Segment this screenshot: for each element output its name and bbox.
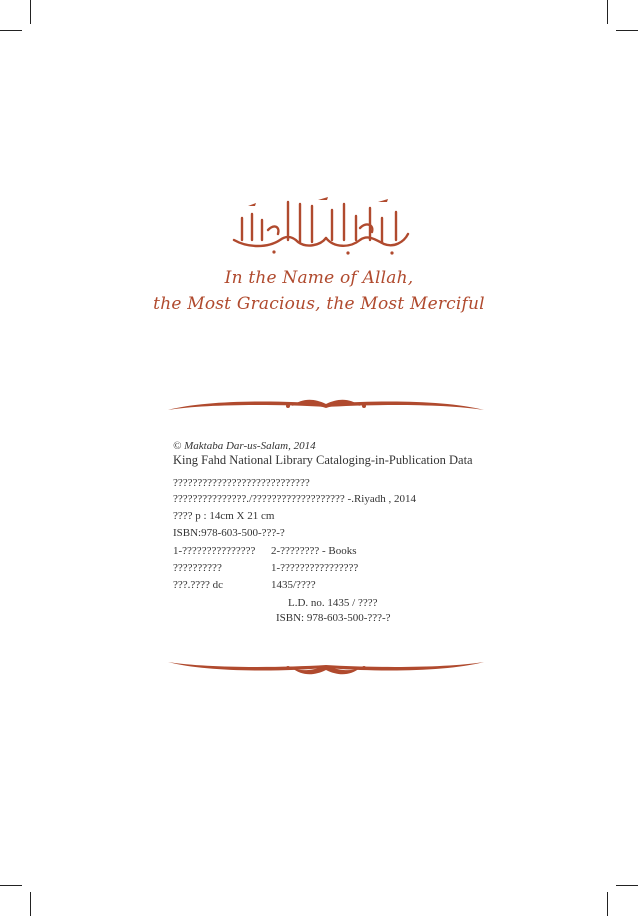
cip-heading: King Fahd National Library Cataloging-in-Publication Data	[173, 453, 473, 467]
crop-mark	[607, 0, 608, 24]
cip-line: ISBN:978-603-500-???-?	[173, 527, 285, 539]
cip-line: ????????????????????????????	[173, 477, 310, 489]
cip-line: 1435/????	[271, 579, 316, 591]
crop-mark	[616, 885, 638, 886]
divider-ornament	[166, 396, 486, 420]
cip-line: 1-???????????????	[173, 545, 256, 557]
divider-ornament	[166, 654, 486, 678]
crop-mark	[616, 30, 638, 31]
title-line-2: the Most Gracious, the Most Merciful	[153, 294, 485, 314]
cip-line: 1-????????????????	[271, 562, 359, 574]
legal-deposit-number: L.D. no. 1435 / ????	[288, 597, 378, 609]
cip-line: 2-???????? - Books	[271, 545, 357, 557]
bismillah-calligraphy	[228, 196, 412, 258]
isbn-line: ISBN: 978-603-500-???-?	[276, 612, 391, 624]
copyright-line: © Maktaba Dar-us-Salam, 2014	[173, 440, 316, 452]
crop-mark	[0, 885, 22, 886]
crop-mark	[30, 892, 31, 916]
crop-mark	[30, 0, 31, 24]
cip-line: ??????????	[173, 562, 222, 574]
cip-line: ???????????????./??????????????????? -.Riyadh , 2014	[173, 493, 416, 505]
cip-line: ???? p : 14cm X 21 cm	[173, 510, 275, 522]
crop-mark	[607, 892, 608, 916]
title-line-1: In the Name of Allah,	[224, 268, 414, 288]
crop-mark	[0, 30, 22, 31]
cip-line: ???.???? dc	[173, 579, 224, 591]
